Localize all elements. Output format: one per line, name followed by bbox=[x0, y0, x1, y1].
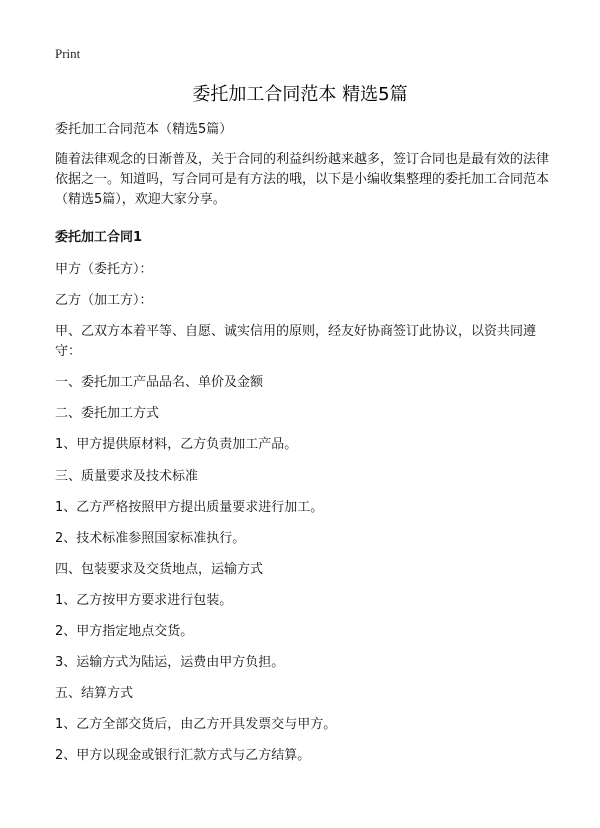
document-body bbox=[55, 120, 555, 778]
clause-party-a: 甲方（委托方）： bbox=[55, 262, 153, 277]
document-subtitle: 委托加工合同范本（精选5篇） bbox=[55, 122, 233, 137]
document-title: 委托加工合同范本 精选5篇 bbox=[192, 84, 408, 105]
clause-heading-5: 五、结算方式 bbox=[55, 686, 134, 702]
section-heading: 委托加工合同1 bbox=[55, 230, 143, 245]
clause-heading-3: 三、质量要求及技术标准 bbox=[55, 468, 199, 484]
clause-heading-1: 一、委托加工产品品名、单价及金额 bbox=[55, 375, 264, 391]
intro-paragraph: 随着法律观念的日渐普及，关于合同的利益纠纷越来越多，签订合同也是最有效的法律依据之一。知道吗，写合同可是有方法的哦，以下是小编收集整理的委托加工合同范本（精选5篇），欢迎大家分享。 bbox=[55, 152, 550, 207]
clause-item: 2、甲方以现金或银行汇款方式与乙方结算。 bbox=[55, 748, 311, 764]
clause-preamble: 甲、乙双方本着平等、自愿、诚实信用的原则，经友好协商签订此协议，以资共同遵守： bbox=[55, 324, 537, 360]
clause-item: 1、乙方严格按照甲方提出质量要求进行加工。 bbox=[55, 499, 324, 515]
clause-item: 1、甲方提供原材料，乙方负责加工产品。 bbox=[55, 437, 298, 453]
clause-item: 1、乙方全部交货后，由乙方开具发票交与甲方。 bbox=[55, 717, 337, 733]
clause-party-b: 乙方（加工方）： bbox=[55, 293, 153, 309]
clause-item: 2、甲方指定地点交货。 bbox=[55, 624, 194, 640]
print-link[interactable]: Print bbox=[55, 46, 81, 61]
clause-heading-2: 二、委托加工方式 bbox=[55, 406, 160, 422]
clause-heading-4: 四、包装要求及交货地点，运输方式 bbox=[55, 561, 264, 577]
clause-item: 1、乙方按甲方要求进行包装。 bbox=[55, 592, 233, 608]
clause-item: 3、运输方式为陆运，运费由甲方负担。 bbox=[55, 655, 285, 671]
clause-item: 2、技术标准参照国家标准执行。 bbox=[55, 530, 246, 546]
